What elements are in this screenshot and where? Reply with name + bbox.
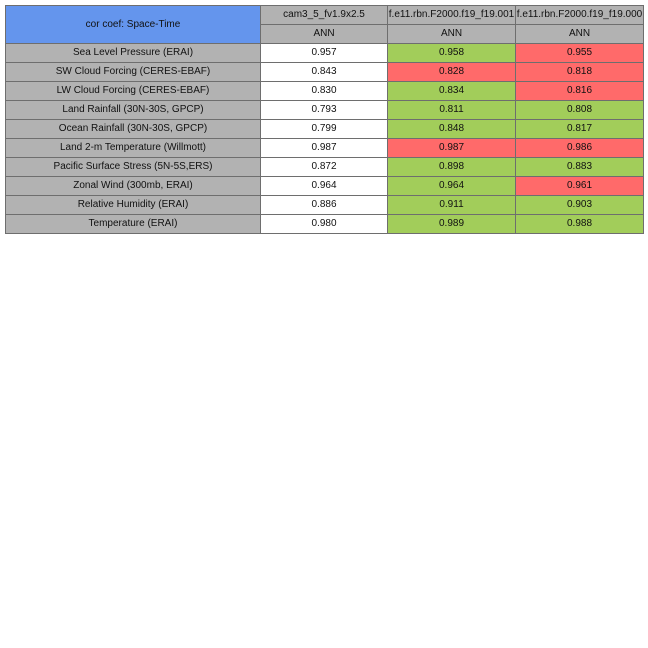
value-cell: 0.964 <box>261 177 388 196</box>
table-row <box>6 120 644 139</box>
row-label: Land Rainfall (30N-30S, GPCP) <box>6 101 261 120</box>
season-header-3: ANN <box>516 25 644 44</box>
value-cell: 0.903 <box>516 196 644 215</box>
row-label: Ocean Rainfall (30N-30S, GPCP) <box>6 120 261 139</box>
row-label: SW Cloud Forcing (CERES-EBAF) <box>6 63 261 82</box>
value-cell: 0.964 <box>388 177 516 196</box>
value-cell: 0.898 <box>388 158 516 177</box>
value-cell: 0.886 <box>261 196 388 215</box>
value-cell: 0.828 <box>388 63 516 82</box>
value-cell: 0.808 <box>516 101 644 120</box>
value-cell: 0.961 <box>516 177 644 196</box>
row-label: Relative Humidity (ERAI) <box>6 196 261 215</box>
value-cell: 0.955 <box>516 44 644 63</box>
value-cell: 0.817 <box>516 120 644 139</box>
table-row <box>6 158 644 177</box>
table-row <box>6 63 644 82</box>
value-cell: 0.872 <box>261 158 388 177</box>
value-cell: 0.843 <box>261 63 388 82</box>
value-cell: 0.830 <box>261 82 388 101</box>
table-row <box>6 215 644 234</box>
metrics-table <box>5 5 644 234</box>
row-label: Land 2-m Temperature (Willmott) <box>6 139 261 158</box>
row-label: LW Cloud Forcing (CERES-EBAF) <box>6 82 261 101</box>
row-label: Pacific Surface Stress (5N-5S,ERS) <box>6 158 261 177</box>
value-cell: 0.816 <box>516 82 644 101</box>
value-cell: 0.958 <box>388 44 516 63</box>
case-header-1: cam3_5_fv1.9x2.5 <box>261 6 388 25</box>
case-header-row <box>6 6 644 25</box>
table-row <box>6 44 644 63</box>
case-header-2: f.e11.rbn.F2000.f19_f19.001 <box>388 6 516 25</box>
case-header-3: f.e11.rbn.F2000.f19_f19.000 <box>516 6 644 25</box>
table-row <box>6 177 644 196</box>
value-cell: 0.987 <box>388 139 516 158</box>
value-cell: 0.989 <box>388 215 516 234</box>
metric-rows <box>6 44 644 234</box>
value-cell: 0.799 <box>261 120 388 139</box>
value-cell: 0.848 <box>388 120 516 139</box>
table-row <box>6 139 644 158</box>
table-row <box>6 196 644 215</box>
season-header-2: ANN <box>388 25 516 44</box>
value-cell: 0.957 <box>261 44 388 63</box>
table-row <box>6 101 644 120</box>
value-cell: 0.793 <box>261 101 388 120</box>
value-cell: 0.988 <box>516 215 644 234</box>
value-cell: 0.811 <box>388 101 516 120</box>
table-row <box>6 82 644 101</box>
value-cell: 0.911 <box>388 196 516 215</box>
value-cell: 0.883 <box>516 158 644 177</box>
season-header-1: ANN <box>261 25 388 44</box>
row-label: Sea Level Pressure (ERAI) <box>6 44 261 63</box>
value-cell: 0.987 <box>261 139 388 158</box>
value-cell: 0.980 <box>261 215 388 234</box>
table-title: cor coef: Space-Time <box>6 6 261 44</box>
row-label: Zonal Wind (300mb, ERAI) <box>6 177 261 196</box>
value-cell: 0.834 <box>388 82 516 101</box>
value-cell: 0.986 <box>516 139 644 158</box>
value-cell: 0.818 <box>516 63 644 82</box>
row-label: Temperature (ERAI) <box>6 215 261 234</box>
